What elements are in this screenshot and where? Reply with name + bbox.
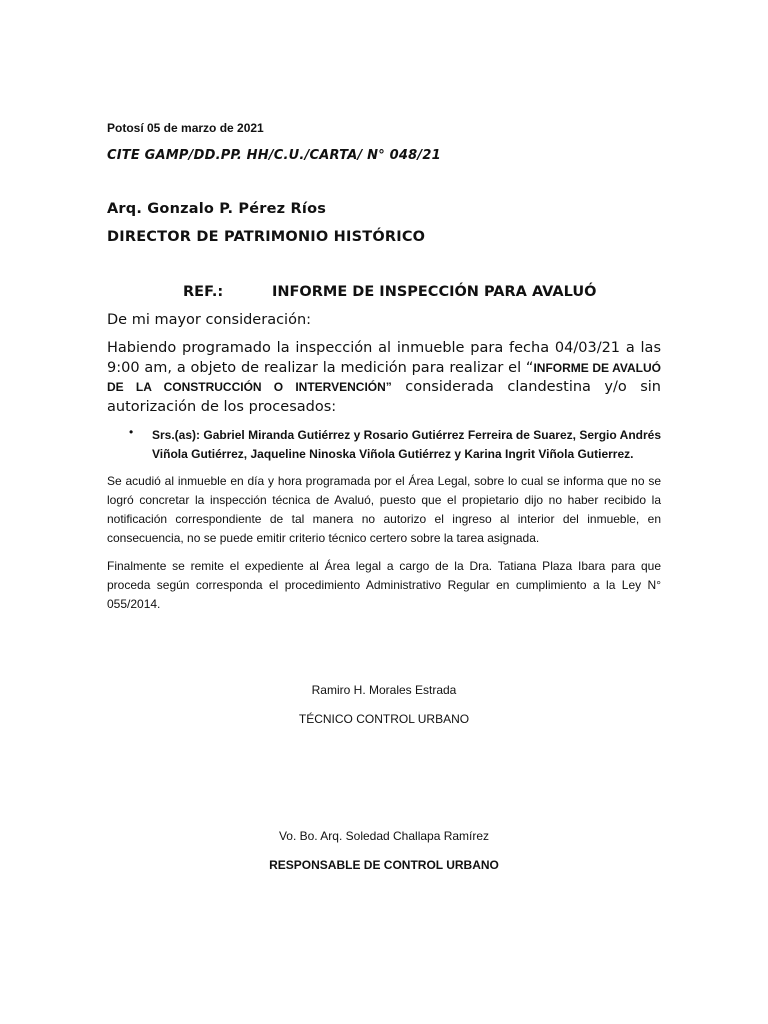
signer1-title: TÉCNICO CONTROL URBANO	[298, 712, 470, 726]
intro-text-part2: considerada clandestina y/o sin autorización de los procesados:	[107, 379, 661, 415]
intro-report-title: INFORME DE AVALUÓ DE LA CONSTRUCCIÓN O INTERVENCIÓN”	[107, 360, 661, 394]
signer2-name: Vo. Bo. Arq. Soledad Challapa Ramírez	[278, 829, 490, 843]
ref-subject: INFORME DE INSPECCIÓN PARA AVALUÓ	[272, 284, 597, 300]
body-paragraph-2: Finalmente se remite el expediente al Área legal a cargo de la Dra. Tatiana Plaza Ibara para que proceda según corresponda el procedimiento Administrativo Regular en cumplimiento a la Ley N° 055/2014.	[107, 559, 661, 611]
cite-reference: CITE GAMP/DD.PP. HH/C.U./CARTA/ N° 048/21	[107, 148, 441, 163]
recipient-name: Arq. Gonzalo P. Pérez Ríos	[107, 201, 327, 217]
letter-date: Potosí 05 de marzo de 2021	[107, 121, 264, 135]
signer1-name: Ramiro H. Morales Estrada	[311, 683, 457, 697]
intro-text-part1: Habiendo programado la inspección al inmueble para fecha 04/03/21 a las 9:00 am, a objeto de realizar la medición para realizar el “	[107, 340, 661, 376]
recipient-title: DIRECTOR DE PATRIMONIO HISTÓRICO	[107, 229, 426, 245]
salutation: De mi mayor consideración:	[107, 312, 312, 328]
signer2-title: RESPONSABLE DE CONTROL URBANO	[269, 858, 499, 872]
bullet-icon: •	[129, 425, 134, 439]
body-paragraph-1: Se acudió al inmueble en día y hora programada por el Área Legal, sobre lo cual se informa que no se logró concretar la inspección técnica de Avaluó, puesto que el propietario dijo no haber recibido la notificación correspondiente de tal manera no autorizo el ingreso al interior del inmueble, en consecuencia, no se puede emitir criterio técnico certero sobre la tarea asignada.	[107, 474, 661, 545]
intro-paragraph	[107, 339, 661, 417]
persons-list-item: Srs.(as): Gabriel Miranda Gutiérrez y Rosario Gutiérrez Ferreira de Suarez, Sergio Andrés Viñola Gutiérrez, Jaqueline Ninoska Viñola Gutiérrez y Karina Ingrit Viñola Gutierrez.	[152, 428, 661, 461]
ref-label: REF.:	[183, 284, 224, 300]
